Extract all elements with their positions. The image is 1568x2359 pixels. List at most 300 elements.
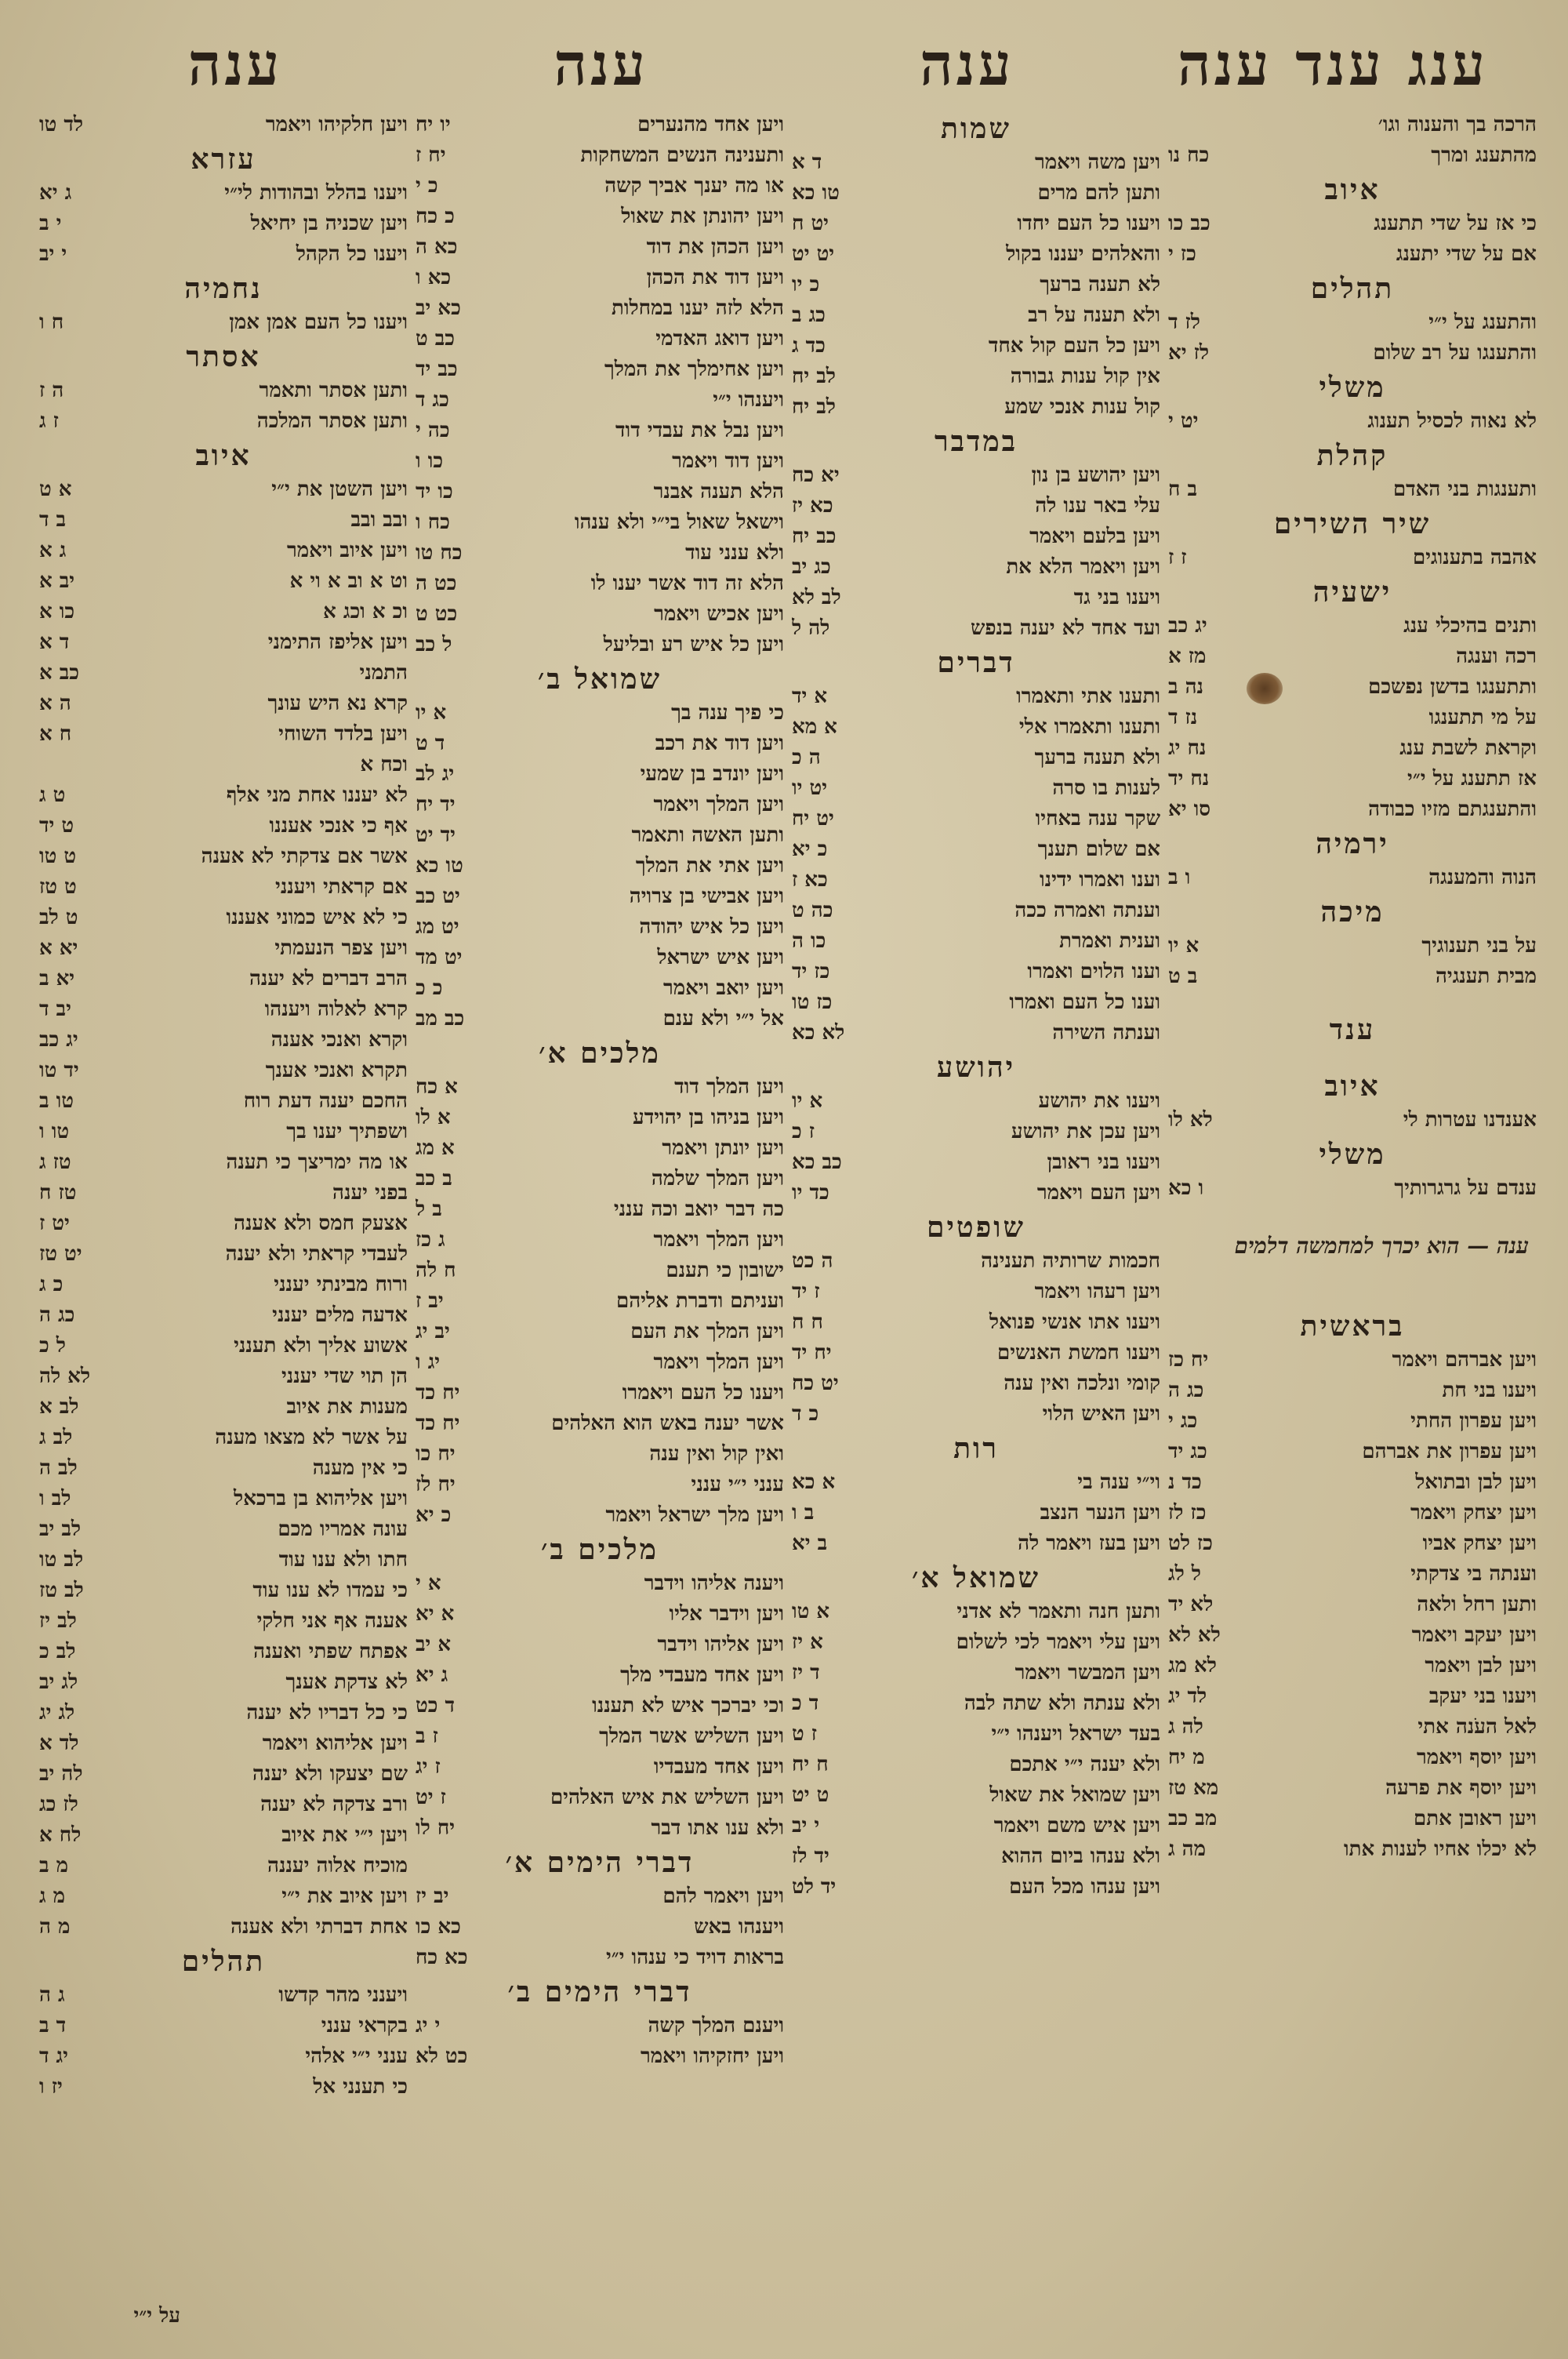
entry-row <box>39 1514 408 1545</box>
entry-text: אף כי אנכי אעננו <box>269 814 408 838</box>
entry-reference: לא לא <box>1168 1623 1221 1647</box>
entry-row <box>1168 1712 1537 1743</box>
entry-row <box>792 712 1160 743</box>
entry-text: הנוה והמענגה <box>1428 866 1537 889</box>
entry-row <box>416 973 784 1004</box>
entry-reference: ט ג <box>39 783 66 807</box>
entry-row <box>416 171 784 202</box>
entry-reference: יט יח <box>792 807 834 831</box>
entry-text: ויענני מהר קדשו <box>278 1983 408 2007</box>
spacer <box>1168 1289 1537 1307</box>
entry-row <box>39 1912 408 1943</box>
entry-row <box>39 1147 408 1178</box>
entry-row <box>416 538 784 569</box>
entry-row <box>39 536 408 566</box>
entry-text: ויענהו באש <box>694 1915 784 1939</box>
entry-text: ויען אבישי בן צרויה <box>629 885 784 908</box>
entry-row <box>792 773 1160 804</box>
entry-row <box>39 1453 408 1484</box>
entry-row <box>1168 1105 1537 1136</box>
entry-reference: לז כג <box>39 1793 78 1816</box>
entry-text: ולא יענה י״י אתכם <box>1009 1753 1160 1776</box>
entry-reference: כו א <box>39 600 75 623</box>
entry-reference: יא כח <box>792 463 840 487</box>
entry-text: מוכיח אלוה יעננה <box>267 1854 408 1877</box>
entry-reference: ט לב <box>39 906 78 929</box>
entry-text: ולא ענו אתו דבר <box>651 1816 784 1840</box>
entry-text: ויען דוד ויאמר <box>672 449 784 473</box>
entry-reference: ז ט <box>792 1722 818 1746</box>
entry-reference: יא ב <box>39 967 75 990</box>
entry-row <box>792 147 1160 178</box>
entry-row <box>416 1225 784 1256</box>
entry-row <box>416 1599 784 1630</box>
page-headers <box>63 31 1505 118</box>
entry-reference: א יד <box>792 685 828 708</box>
entry-row <box>1168 543 1537 573</box>
entry-reference: לב א <box>39 1395 79 1419</box>
column-2 <box>792 110 1160 2312</box>
entry-row <box>1168 209 1537 239</box>
entry-text: לא צדקת אענך <box>285 1670 408 1694</box>
entry-reference: מה ג <box>1168 1837 1207 1861</box>
entry-row <box>416 851 784 881</box>
entry-text: ויען אכיש ויאמר <box>654 602 784 626</box>
entry-text: רכה וענגה <box>1456 645 1537 668</box>
entry-text: ויען שמואל את שאול <box>989 1783 1160 1807</box>
entry-row <box>792 613 1160 644</box>
entry-reference: כד יו <box>792 1181 829 1205</box>
entry-reference: כ יו <box>792 273 820 296</box>
entry-row <box>1168 1651 1537 1681</box>
entry-reference: יט ח <box>792 212 829 235</box>
entry-text: ויען אחד מהנערים <box>637 113 784 136</box>
entry-row <box>792 522 1160 552</box>
entry-row <box>39 1025 408 1056</box>
entry-row <box>1168 1620 1537 1651</box>
entry-reference: כט ט <box>416 602 458 626</box>
entry-reference: ב ל <box>416 1198 442 1221</box>
entry-row <box>1168 474 1537 505</box>
entry-reference: כ ג <box>39 1273 64 1296</box>
entry-text: ויען לבן ובתואל <box>1415 1470 1537 1494</box>
entry-text: קומי ונלכה ואין ענה <box>1004 1372 1160 1395</box>
entry-reference: כג ה <box>39 1303 75 1327</box>
entry-text: ויען יצחק אביו <box>1422 1532 1537 1555</box>
entry-row <box>39 719 408 750</box>
entry-text: וענתה בי צדקתי <box>1410 1562 1537 1586</box>
entry-text: כי תענני אל <box>313 2075 408 2099</box>
entry-reference: ז כ <box>792 1120 815 1143</box>
entry-text: עונה אמריו מכם <box>278 1518 408 1541</box>
entry-reference: כ ד <box>792 1402 819 1426</box>
entry-row <box>792 1780 1160 1811</box>
entry-text: וי״י ענה בי <box>1077 1470 1160 1494</box>
entry-text: וישאל שאול בי״י ולא ענהו <box>574 511 784 534</box>
entry-reference: יח יד <box>792 1341 832 1365</box>
entry-reference: מ ב <box>39 1854 68 1877</box>
entry-text: אל י״י ולא ענם <box>662 1007 784 1030</box>
entry-text: הרב דברים לא יענה <box>249 967 408 990</box>
entry-reference: ט טז <box>39 875 77 899</box>
entry-row <box>1168 140 1537 171</box>
entry-reference: א יז <box>792 1630 823 1654</box>
entry-text: ויען אברהם ויאמר <box>1392 1348 1537 1372</box>
entry-row <box>39 376 408 406</box>
entry-row <box>792 1750 1160 1780</box>
entry-reference: יג כב <box>39 1028 78 1052</box>
entry-reference: יד יט <box>416 823 456 847</box>
entry-text: ויען יונתן ויאמר <box>662 1136 784 1160</box>
entry-row <box>1168 764 1537 794</box>
entry-row <box>792 896 1160 926</box>
entry-row <box>792 1467 1160 1498</box>
entry-row <box>416 1286 784 1317</box>
entry-reference: ג יא <box>39 181 72 205</box>
entry-row <box>792 1528 1160 1559</box>
entry-row <box>416 729 784 759</box>
entry-reference: ד כ <box>792 1692 819 1715</box>
entry-row <box>416 698 784 729</box>
entry-reference: לג יג <box>39 1701 75 1725</box>
entry-reference: כ יא <box>416 1503 452 1527</box>
header-col-3: ענה <box>554 31 648 99</box>
entry-text: ויען השליש אשר המלך <box>599 1725 784 1748</box>
entry-reference: יט טז <box>39 1242 82 1266</box>
entry-row <box>416 569 784 599</box>
entry-row <box>416 1004 784 1034</box>
entry-reference: א כא <box>792 1470 836 1494</box>
entry-row <box>416 1317 784 1347</box>
entry-text: ועניתם ודברת אליהם <box>616 1289 784 1313</box>
entry-text: ויען יצחק ויאמר <box>1410 1501 1537 1525</box>
entry-text: ויענו את יהושע <box>1038 1089 1160 1113</box>
entry-reference: ב כב <box>416 1167 452 1190</box>
entry-row <box>39 1881 408 1912</box>
entry-row <box>416 293 784 324</box>
entry-text: ויענו בני יעקב <box>1428 1685 1537 1708</box>
entry-row <box>39 872 408 903</box>
entry-row <box>792 926 1160 957</box>
entry-text: כי אז על שדי תתענג <box>1374 212 1537 235</box>
entry-row <box>792 178 1160 209</box>
entry-row <box>39 933 408 964</box>
entry-text: אהבה בתענוגים <box>1412 546 1537 569</box>
entry-row <box>39 1117 408 1147</box>
entry-text: מהתענג ומרך <box>1431 144 1537 167</box>
entry-row <box>39 1178 408 1209</box>
entry-text: ויען כל איש יהודה <box>639 915 784 939</box>
entry-row <box>416 1630 784 1660</box>
entry-reference: לד יג <box>1168 1685 1207 1708</box>
entry-text: ויען המבשר ויאמר <box>1014 1661 1160 1685</box>
entry-row <box>416 202 784 232</box>
entry-text: ויען אחד מעבדי מלך <box>620 1663 784 1687</box>
entry-row <box>416 1721 784 1752</box>
entry-row <box>416 1256 784 1286</box>
entry-reference: לב ג <box>39 1426 73 1449</box>
entry-text: ועד אחד לא יענה בנפש <box>971 616 1160 640</box>
entry-reference: א מא <box>792 715 837 739</box>
entry-text: אצעק חמס ולא אענה <box>233 1212 408 1235</box>
entry-reference: יט כח <box>792 1372 839 1395</box>
entry-reference: כ יא <box>792 838 828 861</box>
entry-row <box>792 1872 1160 1903</box>
entry-reference: יט כב <box>416 885 460 908</box>
entry-text: ויען השליש את איש האלהים <box>550 1786 784 1809</box>
entry-row <box>416 1881 784 1912</box>
entry-text: וכח א <box>360 753 408 776</box>
entry-row <box>1168 1804 1537 1834</box>
entry-row <box>39 1270 408 1300</box>
entry-reference: ז יט <box>416 1786 446 1809</box>
entry-text: ויענו אתו אנשי פנואל <box>989 1310 1160 1334</box>
book-heading: אסתר <box>186 340 261 373</box>
entry-row <box>792 865 1160 896</box>
entry-text: ויען הכהן את דוד <box>646 235 784 259</box>
entry-row <box>39 994 408 1025</box>
entry-row <box>792 1597 1160 1627</box>
entry-text: הרכה בך והענוה וגו׳ <box>1377 113 1537 136</box>
entry-reference: מ יח <box>1168 1746 1205 1769</box>
entry-row <box>1168 642 1537 672</box>
entry-reference: ט טו <box>39 845 77 868</box>
entry-text: אשר אם צדקתי לא אענה <box>201 845 408 868</box>
book-heading: מלכים א׳ <box>539 1037 661 1070</box>
entry-row <box>792 1018 1160 1049</box>
entry-text: ויען יעקב ויאמר <box>1411 1623 1537 1647</box>
entry-text: ויענה אליהו וידבר <box>644 1572 784 1595</box>
book-heading: בראשית <box>1300 1310 1405 1343</box>
entry-reference: יג לב <box>416 762 455 786</box>
entry-reference: יו יח <box>416 113 451 136</box>
entry-reference: ח ו <box>39 311 64 334</box>
entry-text: ושפתיך יענו בך <box>286 1120 408 1143</box>
book-heading: תהלים <box>1310 272 1395 305</box>
entry-row <box>416 820 784 851</box>
entry-reference: כג יב <box>792 555 831 579</box>
entry-row <box>39 1423 408 1453</box>
entry-reference: לב יח <box>792 365 836 388</box>
entry-reference: מא טז <box>1168 1776 1219 1800</box>
entry-reference: ד יז <box>792 1661 820 1685</box>
entry-reference: לב טו <box>39 1548 84 1572</box>
book-heading: קהלת <box>1316 439 1388 472</box>
entry-text: ויען דוד את הכהן <box>646 266 784 289</box>
entry-row <box>39 597 408 627</box>
book-heading: שמואל א׳ <box>912 1561 1040 1594</box>
entry-row <box>792 1338 1160 1369</box>
entry-row <box>1168 307 1537 338</box>
entry-reference: יג ד <box>39 2045 68 2068</box>
entry-reference: כב כו <box>1168 212 1210 235</box>
book-heading: איוב <box>1324 173 1381 206</box>
entry-row <box>792 743 1160 773</box>
entry-text: ותען רחל ולאה <box>1417 1593 1537 1616</box>
book-heading: במדבר <box>934 425 1018 458</box>
entry-row <box>792 209 1160 239</box>
entry-text: ויען ענהו מכל העם <box>1009 1875 1160 1899</box>
entry-reference: מב כב <box>1168 1807 1218 1830</box>
entry-text: ותען חנה ותאמר לא אדני <box>956 1600 1160 1623</box>
entry-text: כי פיך ענה בך <box>671 701 784 725</box>
entry-reference: כט לא <box>416 2045 468 2068</box>
entry-text: לענות בו סרה <box>1052 776 1160 800</box>
entry-row <box>792 834 1160 865</box>
entry-row <box>1168 1681 1537 1712</box>
entry-text: ויענהו י״י <box>713 388 784 412</box>
entry-text: ויען עפרון החתי <box>1410 1409 1537 1433</box>
entry-text: ענני י״י ענני <box>691 1473 784 1496</box>
entry-text: ויענו כל הקהל <box>296 242 408 266</box>
entry-row <box>1168 733 1537 764</box>
entry-reference: לב לא <box>792 586 841 609</box>
entry-reference: כו יד <box>416 480 453 503</box>
entry-row <box>416 354 784 385</box>
entry-reference: כב כא <box>792 1150 842 1174</box>
entry-text: כי עמדו לא ענו עוד <box>252 1579 408 1602</box>
entry-row <box>1168 1406 1537 1437</box>
entry-reference: יג כב <box>1168 614 1207 638</box>
entry-row <box>792 1498 1160 1528</box>
entry-row <box>39 658 408 689</box>
entry-reference: כא כו <box>416 1915 461 1939</box>
entry-reference: לה ל <box>792 616 830 640</box>
entry-row <box>416 1164 784 1194</box>
entry-row <box>1168 110 1537 140</box>
entry-row <box>792 1841 1160 1872</box>
entry-text: הן תוי שדי יענני <box>281 1365 408 1388</box>
entry-reference: כא כח <box>416 1946 468 1969</box>
entry-row <box>792 1399 1160 1430</box>
entry-row <box>792 392 1160 423</box>
entry-row <box>416 1752 784 1783</box>
entry-row <box>39 750 408 780</box>
entry-text: ויען משה ויאמר <box>1034 151 1160 174</box>
entry-text: אפתח שפתי ואענה <box>253 1640 408 1663</box>
entry-text: אין קול ענות גבורה <box>1010 365 1160 388</box>
entry-row <box>39 841 408 872</box>
entry-reference: יט מג <box>416 915 459 939</box>
entry-reference: א ט <box>39 478 72 501</box>
entry-reference: יח כד <box>416 1412 460 1435</box>
entry-reference: ז ב <box>416 1725 438 1748</box>
entry-text: עלי באר ענו לה <box>1035 494 1160 518</box>
entry-row <box>792 682 1160 712</box>
entry-reference: כח טו <box>416 541 463 565</box>
book-heading: מיכה <box>1320 896 1385 929</box>
entry-reference: כב יח <box>792 525 837 548</box>
entry-row <box>792 1627 1160 1658</box>
entry-text: ויען לבן ויאמר <box>1425 1654 1537 1677</box>
entry-reference: יח כו <box>416 1442 456 1466</box>
entry-text: על אשר לא מצאו מענה <box>215 1426 408 1449</box>
entry-reference: ז יג <box>416 1755 441 1779</box>
entry-reference: טו ו <box>39 1120 70 1143</box>
entry-row <box>1168 672 1537 703</box>
entry-row <box>416 630 784 660</box>
entry-text: ויען המלך ויאמר <box>653 793 784 816</box>
entry-text: וכ א וכג א <box>323 600 408 623</box>
entry-reference: יג ו <box>416 1350 441 1374</box>
entry-text: כי לא איש כמוני אעננו <box>226 906 408 929</box>
entry-text: אענה אף אני חלקי <box>256 1609 408 1633</box>
entry-row <box>39 1239 408 1270</box>
entry-text: ויען יחזקיהו ויאמר <box>640 2045 784 2068</box>
entry-row <box>1168 1528 1537 1559</box>
entry-row <box>39 1728 408 1759</box>
entry-reference: לא יד <box>1168 1593 1214 1616</box>
entry-text: ויען וידבר אליו <box>669 1602 784 1626</box>
entry-row <box>416 1378 784 1408</box>
entry-text: ויען יוסף את פרעה <box>1385 1776 1537 1800</box>
entry-reference: כב א <box>39 661 79 685</box>
entry-reference: ז יד <box>792 1280 820 1303</box>
entry-row <box>1168 1498 1537 1528</box>
entry-row <box>39 1667 408 1698</box>
entry-row <box>39 689 408 719</box>
entry-text: או מה ימריצך כי תענה <box>226 1150 408 1174</box>
entry-row <box>792 1658 1160 1688</box>
entry-reference: סו יא <box>1168 798 1211 821</box>
entry-text: ויען ויאמר להם <box>662 1885 784 1908</box>
entry-row <box>416 1691 784 1721</box>
entry-text: ויען צפר הנעמתי <box>274 936 408 960</box>
entry-reference: כב מב <box>416 1007 465 1030</box>
spacer <box>1168 1204 1537 1223</box>
entry-row <box>39 474 408 505</box>
entry-text: ויען עכן את יהושע <box>1011 1120 1160 1143</box>
entry-text: והתענגו על רב שלום <box>1373 341 1537 365</box>
entry-row <box>1168 1590 1537 1620</box>
entry-text: אם שלום תענך <box>1037 838 1160 861</box>
entry-text: וקרא ואנכי אענה <box>270 1028 408 1052</box>
entry-text: ויען נבל את עבדי דוד <box>615 419 784 442</box>
entry-reference: יב ד <box>39 998 71 1021</box>
entry-text: ענני י״י אלהי <box>305 2045 408 2068</box>
book-heading: נחמיה <box>184 272 263 305</box>
entry-row <box>39 811 408 841</box>
entry-reference: לח א <box>39 1823 82 1847</box>
header-col-1: ענג ענד ענה <box>1178 31 1488 99</box>
entry-reference: כא ו <box>416 266 452 289</box>
entry-reference: ג יא <box>416 1663 448 1687</box>
entry-reference: כ כ <box>416 976 443 1000</box>
entry-text: קול ענות אנכי שמע <box>1004 395 1160 419</box>
book-heading: שמות <box>941 112 1011 145</box>
entry-text: ותענו ותאמרו אלי <box>1018 715 1160 739</box>
entry-text: וענו הלוים ואמרו <box>1027 960 1160 983</box>
entry-reference: נח יד <box>1168 767 1210 791</box>
entry-row <box>416 1783 784 1813</box>
entry-text: ובב ובב <box>350 508 408 532</box>
entry-row <box>39 1392 408 1423</box>
entry-text: בפני יענה <box>332 1181 408 1205</box>
entry-reference: ג ה <box>39 1983 65 2007</box>
entry-text: קרא נא היש עונך <box>267 692 408 715</box>
entry-reference: ב ט <box>1168 965 1198 988</box>
entry-text: ותענגות בני האדם <box>1392 478 1537 501</box>
entry-row <box>416 1103 784 1133</box>
entry-text: ולא תענה ברעך <box>1034 746 1160 769</box>
entry-text: לא יכלו אחיו לענות אתו <box>1344 1837 1537 1861</box>
entry-text: ואין קול ואין ענה <box>649 1442 784 1466</box>
entry-reference: יח לז <box>416 1473 456 1496</box>
book-heading: תהלים <box>181 1945 266 1978</box>
entry-text: לאל העֹנה אתי <box>1417 1715 1537 1739</box>
book-heading: דברים <box>937 646 1015 679</box>
entry-reference: כא יז <box>792 494 833 518</box>
